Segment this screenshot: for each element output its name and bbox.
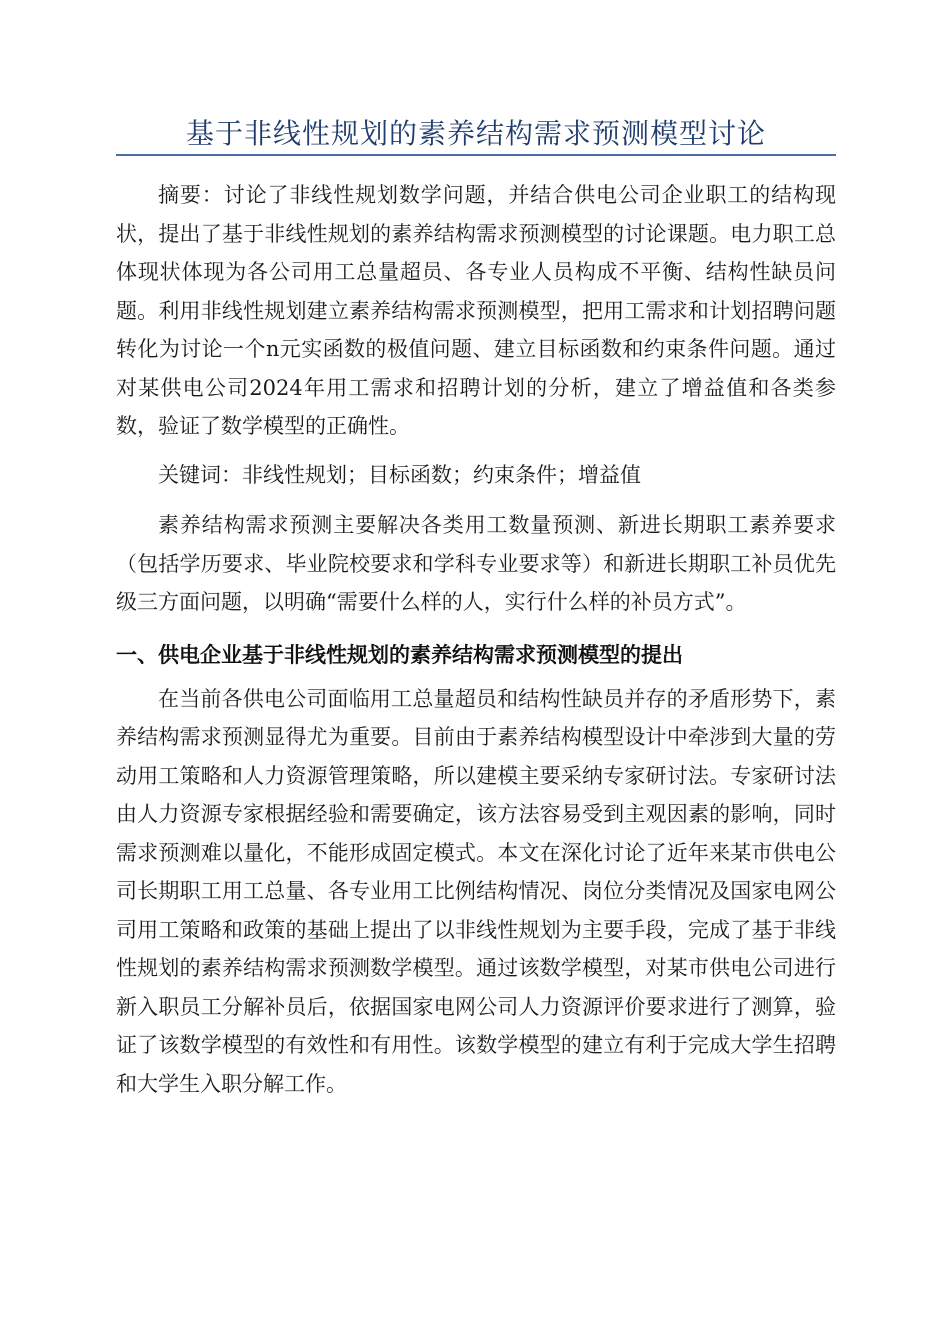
title-underline bbox=[116, 154, 836, 156]
abstract-paragraph: 摘要：讨论了非线性规划数学问题，并结合供电公司企业职工的结构现状，提出了基于非线性规划的素养结构需求预测模型的讨论课题。电力职工总体现状体现为各公司用工总量超员、各专业人员构成不平衡、结构性缺员问题。利用非线性规划建立素养结构需求预测模型，把用工需求和计划招聘问题转化为讨论一个n元实函数的极值问题、建立目标函数和约束条件问题。通过对某供电公司2024年用工需求和招聘计划的分析，建立了增益值和各类参数，验证了数学模型的正确性。 bbox=[116, 183, 836, 438]
document-page bbox=[116, 0, 836, 1103]
intro-paragraph: 素养结构需求预测主要解决各类用工数量预测、新进长期职工素养要求（包括学历要求、毕业院校要求和学科专业要求等）和新进长期职工补员优先级三方面问题，以明确“需要什么样的人，实行什么样的补员方式”。 bbox=[116, 513, 836, 614]
keywords-paragraph: 关键词：非线性规划；目标函数；约束条件；增益值 bbox=[158, 462, 641, 487]
section-1-paragraph: 在当前各供电公司面临用工总量超员和结构性缺员并存的矛盾形势下，素养结构需求预测显得尤为重要。目前由于素养结构模型设计中牵涉到大量的劳动用工策略和人力资源管理策略，所以建模主要采纳专家研讨法。专家研讨法由人力资源专家根据经验和需要确定，该方法容易受到主观因素的影响，同时需求预测难以量化，不能形成固定模式。本文在深化讨论了近年来某市供电公司长期职工用工总量、各专业用工比例结构情况、岗位分类情况及国家电网公司用工策略和政策的基础上提出了以非线性规划为主要手段，完成了基于非线性规划的素养结构需求预测数学模型。通过该数学模型，对某市供电公司进行新入职员工分解补员后，依据国家电网公司人力资源评价要求进行了测算，验证了该数学模型的有效性和有用性。该数学模型的建立有利于完成大学生招聘和大学生入职分解工作。 bbox=[116, 686, 836, 1096]
section-heading-1: 一、供电企业基于非线性规划的素养结构需求预测模型的提出 bbox=[116, 642, 683, 667]
document-title: 基于非线性规划的素养结构需求预测模型讨论 bbox=[185, 117, 766, 150]
